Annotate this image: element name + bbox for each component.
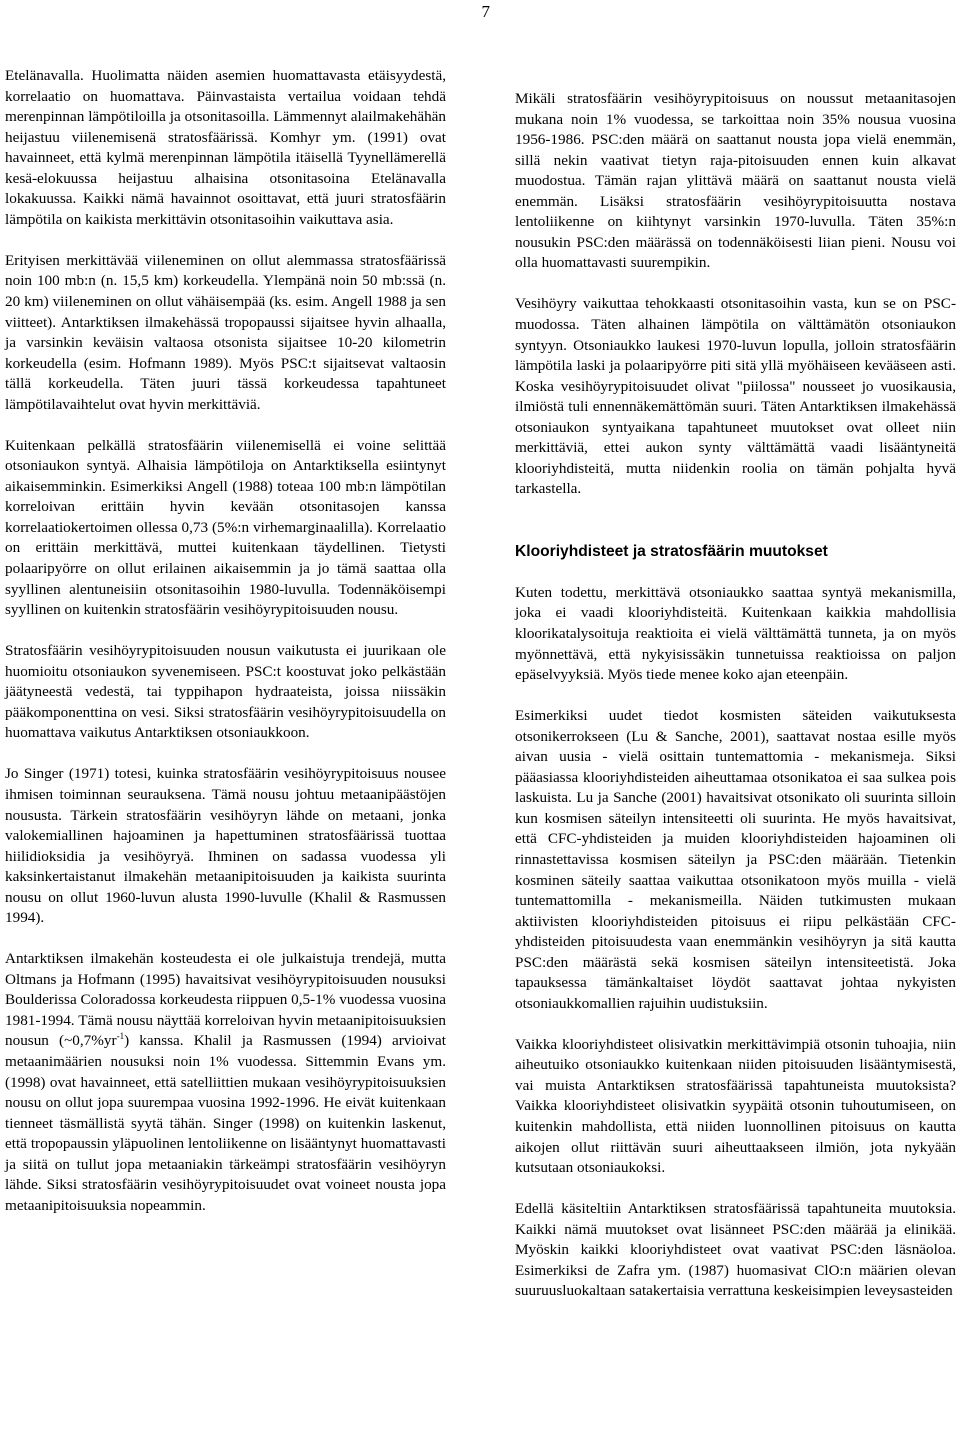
- paragraph: Esimerkiksi uudet tiedot kosmisten säteiden vaikutuksesta otsonikerrokseen (Lu & Sanche, 2001), saattavat nostaa esille myös aivan uusia - vielä osittain tuntemattomia - mekanismeja. Siksi pääasiassa klooriyhdisteiden aiheuttamaa otsonikatoa ei saa sulkea pois laskuista. Lu ja Sanche (2001) havaitsivat otsonikato oli suurinta silloin kun kosmisen säteilyn intensiteetti oli suurinta. He myös havaitsivat, että CFC-yhdisteiden ja muiden klooriyhdisteiden hajoaminen oli rinnastettavissa kosmisen säteilyn ja PSC:den määrään. Tietenkin kosminen säteily saattaa vaikuttaa otsonikatoon myös muilla - vielä tuntemattomilla - mekanismeilla. Näiden tutkimusten mukaan aktiivisten klooriyhdisteiden pitoisuus ei riipu pelkästään CFC-yhdisteiden pitoisuudesta vaan enemmänkin vesihöyryn ja sitä kautta PSC:den määrästä sekä kosmisen säteilyn intensiteetistä. Joka tapauksessa tämänkaltaiset löydöt saattavat johtaa nykyisten otsoniaukkomallien rajuihin uudistuksiin.: [515, 707, 956, 1012]
- page-number: 7: [481, 2, 490, 21]
- paragraph: Mikäli stratosfäärin vesihöyrypitoisuus on noussut metaanitasojen mukana noin 1% vuodessa, se tarkoittaa noin 35% nousua vuosina 1956-1986. PSC:den määrä on saattanut nousta jopa vielä enemmän, sillä nekin vaativat tietyn raja-pitoisuuden ennen kuin alkavat muodostua. Tämän rajan ylittävä määrä on saattanut nousta vielä enemmän. Lisäksi stratosfäärin vesihöyrypitoisuutta nostava lentoliikenne on kiihtynyt varsinkin 1970-luvulla. Täten 35%:n nousukin PSC:den määrässä on todennäköisesti liian pieni. Nousu voi olla huomattavasti suurempikin.: [515, 90, 956, 272]
- paragraph: Stratosfäärin vesihöyrypitoisuuden nousun vaikutusta ei juurikaan ole huomioitu otsoniaukon syvenemiseen. PSC:t koostuvat joko pelkästään jäätyneestä vedestä, tai typpihapon hydraateista, joissa niissäkin pääkomponenttina on vesi. Siksi stratosfäärin vesihöyrypitoisuudella on huomattava vaikutus Antarktiksen otsoniaukkoon.: [5, 642, 446, 742]
- paragraph-text: ) kanssa. Khalil ja Rasmussen (1994) arvioivat metaanimäärien nousuksi noin 1% vuodessa. Sittemmin Evans ym. (1998) ovat havainneet, että satelliittien mukaan vesihöyrypitoisuuksien nousu on ollut jopa suurempaa vuosina 1992-1996. He eivät kuitenkaan tienneet täsmällistä syytä tähän. Singer (1998) on kuitenkin laskenut, että tropopaussin yläpuolinen lentoliikenne on lisääntynyt huomattavasti ja siitä on tullut jopa metaaniakin tärkeämpi stratosfäärin vesihöyryn lähde. Siksi stratosfäärin vesihöyrypitoisuudet ovat voineet nousta jopa metaanipitoisuuksia nopeammin.: [5, 1032, 446, 1214]
- paragraph: [5, 949, 446, 1216]
- paragraph: Kuten todettu, merkittävä otsoniaukko saattaa syntyä mekanismilla, joka ei vaadi klooriyhdisteitä. Kuitenkaan kaikkia mahdollisia kloorikatalysoituja reaktioita ei vielä välttämättä tunneta, ja on myös myönnettävä, että nykyisissäkin tunnetuissa reaktioissa on paljon epäselvyyksiä. Myös tiede menee koko ajan eteenpäin.: [515, 583, 956, 684]
- paragraph: Kuitenkaan pelkällä stratosfäärin viilenemisellä ei voine selittää otsoniaukon syntyä. Alhaisia lämpötiloja on Antarktiksella esiintynyt aikaisemminkin. Esimerkiksi Angell (1988) toteaa 100 mb:n lämpötilan korreloivan erittäin hyvin kevään otsonitasojen kanssa korrelaatiokertoimen ollessa 0,73 (5%:n virhemarginaalilla). Korrelaatio on erittäin merkittävä, muttei kuitenkaan täydellinen. Tietysti polaaripyörre on ollut erilainen aikaisemmin ja jo tämä saattaa olla syyllinen alentuneisiin otsonitasoihin 1980-luvulla. Todennäköisempi syyllinen on kuitenkin stratosfäärin vesihöyrypitoisuuden nousu.: [5, 436, 446, 619]
- superscript: -1: [116, 1031, 125, 1042]
- paragraph: Etelänavalla. Huolimatta näiden asemien huomattavasta etäisyydestä, korrelaatio on huomattava. Päinvastaista vertailua voidaan tehdä merenpinnan lämpötiloilla ja otsonitasoilla. Lämmennyt alailmakehähän heijastuu viilenemisenä stratosfäärissä. Komhyr ym. (1991) ovat havainneet, että kylmä merenpinnan lämpötila itäisellä Tyynellämerellä kesä-elokuussa heijastuu alhaisina otsonitasoina Etelänavalla lokakuussa. Kaikki nämä havainnot osoittavat, että juuri stratosfäärin lämpötila on kaikista merkittävin otsonitasoihin vaikuttava asia.: [5, 67, 446, 228]
- left-column: [5, 66, 446, 1216]
- paragraph: Jo Singer (1971) totesi, kuinka stratosfäärin vesihöyrypitoisuus nousee ihmisen toiminnan seurauksena. Tämä nousu johtuu metaanipäästöjen noususta. Tärkein stratosfäärin vesihöyryn lähde on metaani, jonka valokemiallinen hajoaminen ja hapettuminen stratosfäärissä tuottaa hiilidioksidia ja vesihöyryä. Ihminen on sadassa vuodessa yli kaksinkertaistanut ilmakehän metaanipitoisuuden ja kaikista suurinta nousu on ollut 1960-luvun alusta 1990-luvulle (Khalil & Rasmussen 1994).: [5, 765, 446, 927]
- paragraph-text: Antarktiksen ilmakehän kosteudesta ei ole julkaistuja trendejä, mutta Oltmans ja Hofmann (1995) havaitsivat vesihöyrypitoisuuden nousuksi Boulderissa Coloradossa korkeudesta riippuen 0,5-1% vuodessa vuosina 1981-1994. Tämä nousu näyttää korreloivan hyvin metaanipitoisuuksien nousun (~0,7%yr: [5, 950, 446, 1050]
- right-column: [515, 89, 956, 1302]
- paragraph: Vesihöyry vaikuttaa tehokkaasti otsonitasoihin vasta, kun se on PSC-muodossa. Täten alhainen lämpötila on välttämätön otsoniaukon syntyyn. Otsoniaukko laukesi 1970-luvun lopulla, jolloin stratosfäärin lämpötila laski ja polaaripyörre piti sitä yllä myöhäiseen kevääseen asti. Koska vesihöyrypitoisuudet olivat "piilossa" nousseet jo vuosikausia, ilmiöstä tuli ennennäkemättömän suuri. Täten Antarktiksen ilmakehässä otsoniaukon syntyaikana tapahtuneet muutokset ovat olleet niin merkittäviä, ettei aukon synty välttämättä vaadi lisääntyneitä klooriyhdisteitä, mutta niidenkin roolia on tämän pohjalta hyvä tarkastella.: [515, 295, 956, 498]
- paragraph: Erityisen merkittävää viileneminen on ollut alemmassa stratosfäärissä noin 100 mb:n (n. 15,5 km) korkeudella. Ylempänä noin 50 mb:ssä (n. 20 km) viileneminen on ollut vähäisempää (ks. esim. Angell 1988 ja sen viitteet). Antarktiksen ilmakehässä tropopaussi sijaitsee hyvin alhaalla, ja varsinkin keväisin valtaosa otsonista sijaitsee 10-20 kilometrin korkeudella (esim. Hofmann 1989). Myös PSC:t sijaitsevat valtaosin tällä korkeudella. Täten juuri tässä korkeudessa tapahtuneet lämpötilavaihtelut ovat hyvin merkittäviä.: [5, 251, 446, 413]
- paragraph: Edellä käsiteltiin Antarktiksen stratosfäärissä tapahtuneita muutoksia. Kaikki nämä muutokset ovat lisänneet PSC:den määrää ja elinikää. Myöskin kaikki klooriyhdisteet ovat vaativat PSC:den läsnäoloa. Esimerkiksi de Zafra ym. (1987) huomasivat ClO:n määrien olevan suuruusluokaltaan satakertaisia verrattuna keskeisimpien leveysasteiden: [515, 1200, 956, 1300]
- paragraph: Vaikka klooriyhdisteet olisivatkin merkittävimpiä otsonin tuhoajia, niin aiheutuiko otsoniaukko kuitenkaan niiden pitoisuuden lisääntymisestä, vai muista Antarktiksen stratosfäärissä tapahtuneista muutoksista? Vaikka klooriyhdisteet olisivatkin syypäitä otsonin tuhoutumiseen, on kuitenkin mahdollista, että niiden luonnollinen pitoisuus on kautta aikojen ollut riittävän suuri aiheuttaakseen ilmiön, jota nykyään kutsutaan otsoniaukoksi.: [515, 1035, 956, 1177]
- section-heading: Klooriyhdisteet ja stratosfäärin muutokset: [515, 542, 828, 560]
